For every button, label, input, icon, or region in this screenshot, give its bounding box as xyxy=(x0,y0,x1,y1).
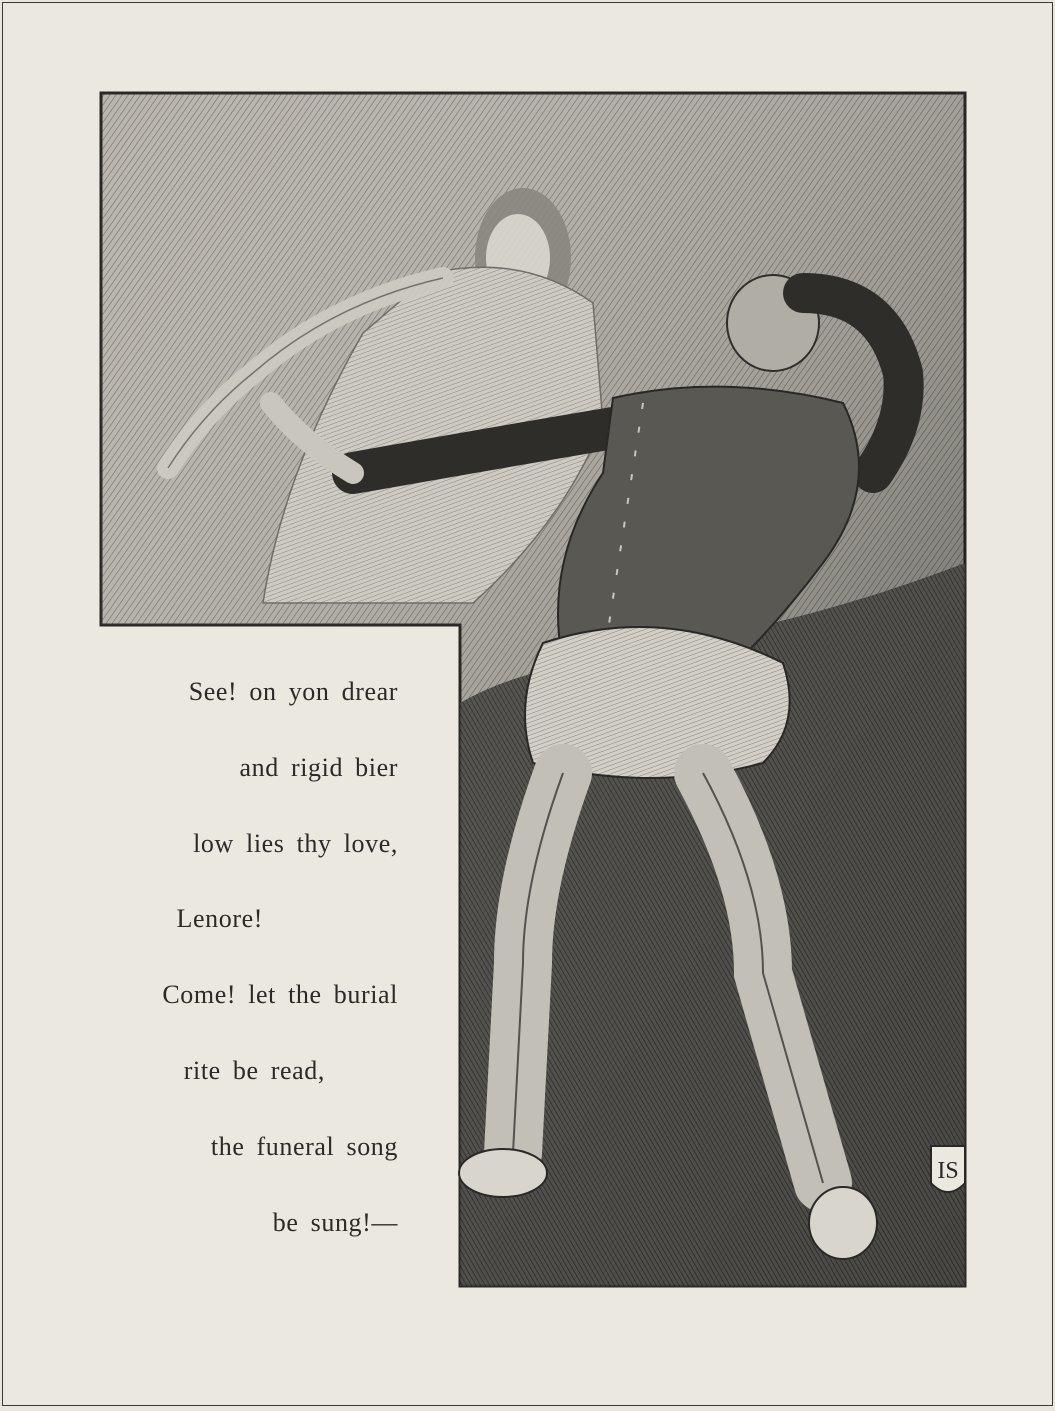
poem-line: Lenore! xyxy=(176,904,263,933)
book-page xyxy=(2,2,1053,1406)
poem-line: rite be read, xyxy=(183,1056,325,1085)
poem-line: the funeral song xyxy=(210,1132,398,1161)
engraving-illustration xyxy=(3,3,1055,1411)
poem-line: and rigid bier xyxy=(239,753,398,782)
poem-line: be sung!— xyxy=(272,1208,398,1237)
poem-line: Come! let the burial xyxy=(162,980,398,1009)
monogram-shield-icon xyxy=(931,1146,965,1192)
poem-line: low lies thy love, xyxy=(193,829,398,858)
svg-text:IS: IS xyxy=(937,1158,959,1184)
poem-line: See! on yon drear xyxy=(188,677,398,706)
